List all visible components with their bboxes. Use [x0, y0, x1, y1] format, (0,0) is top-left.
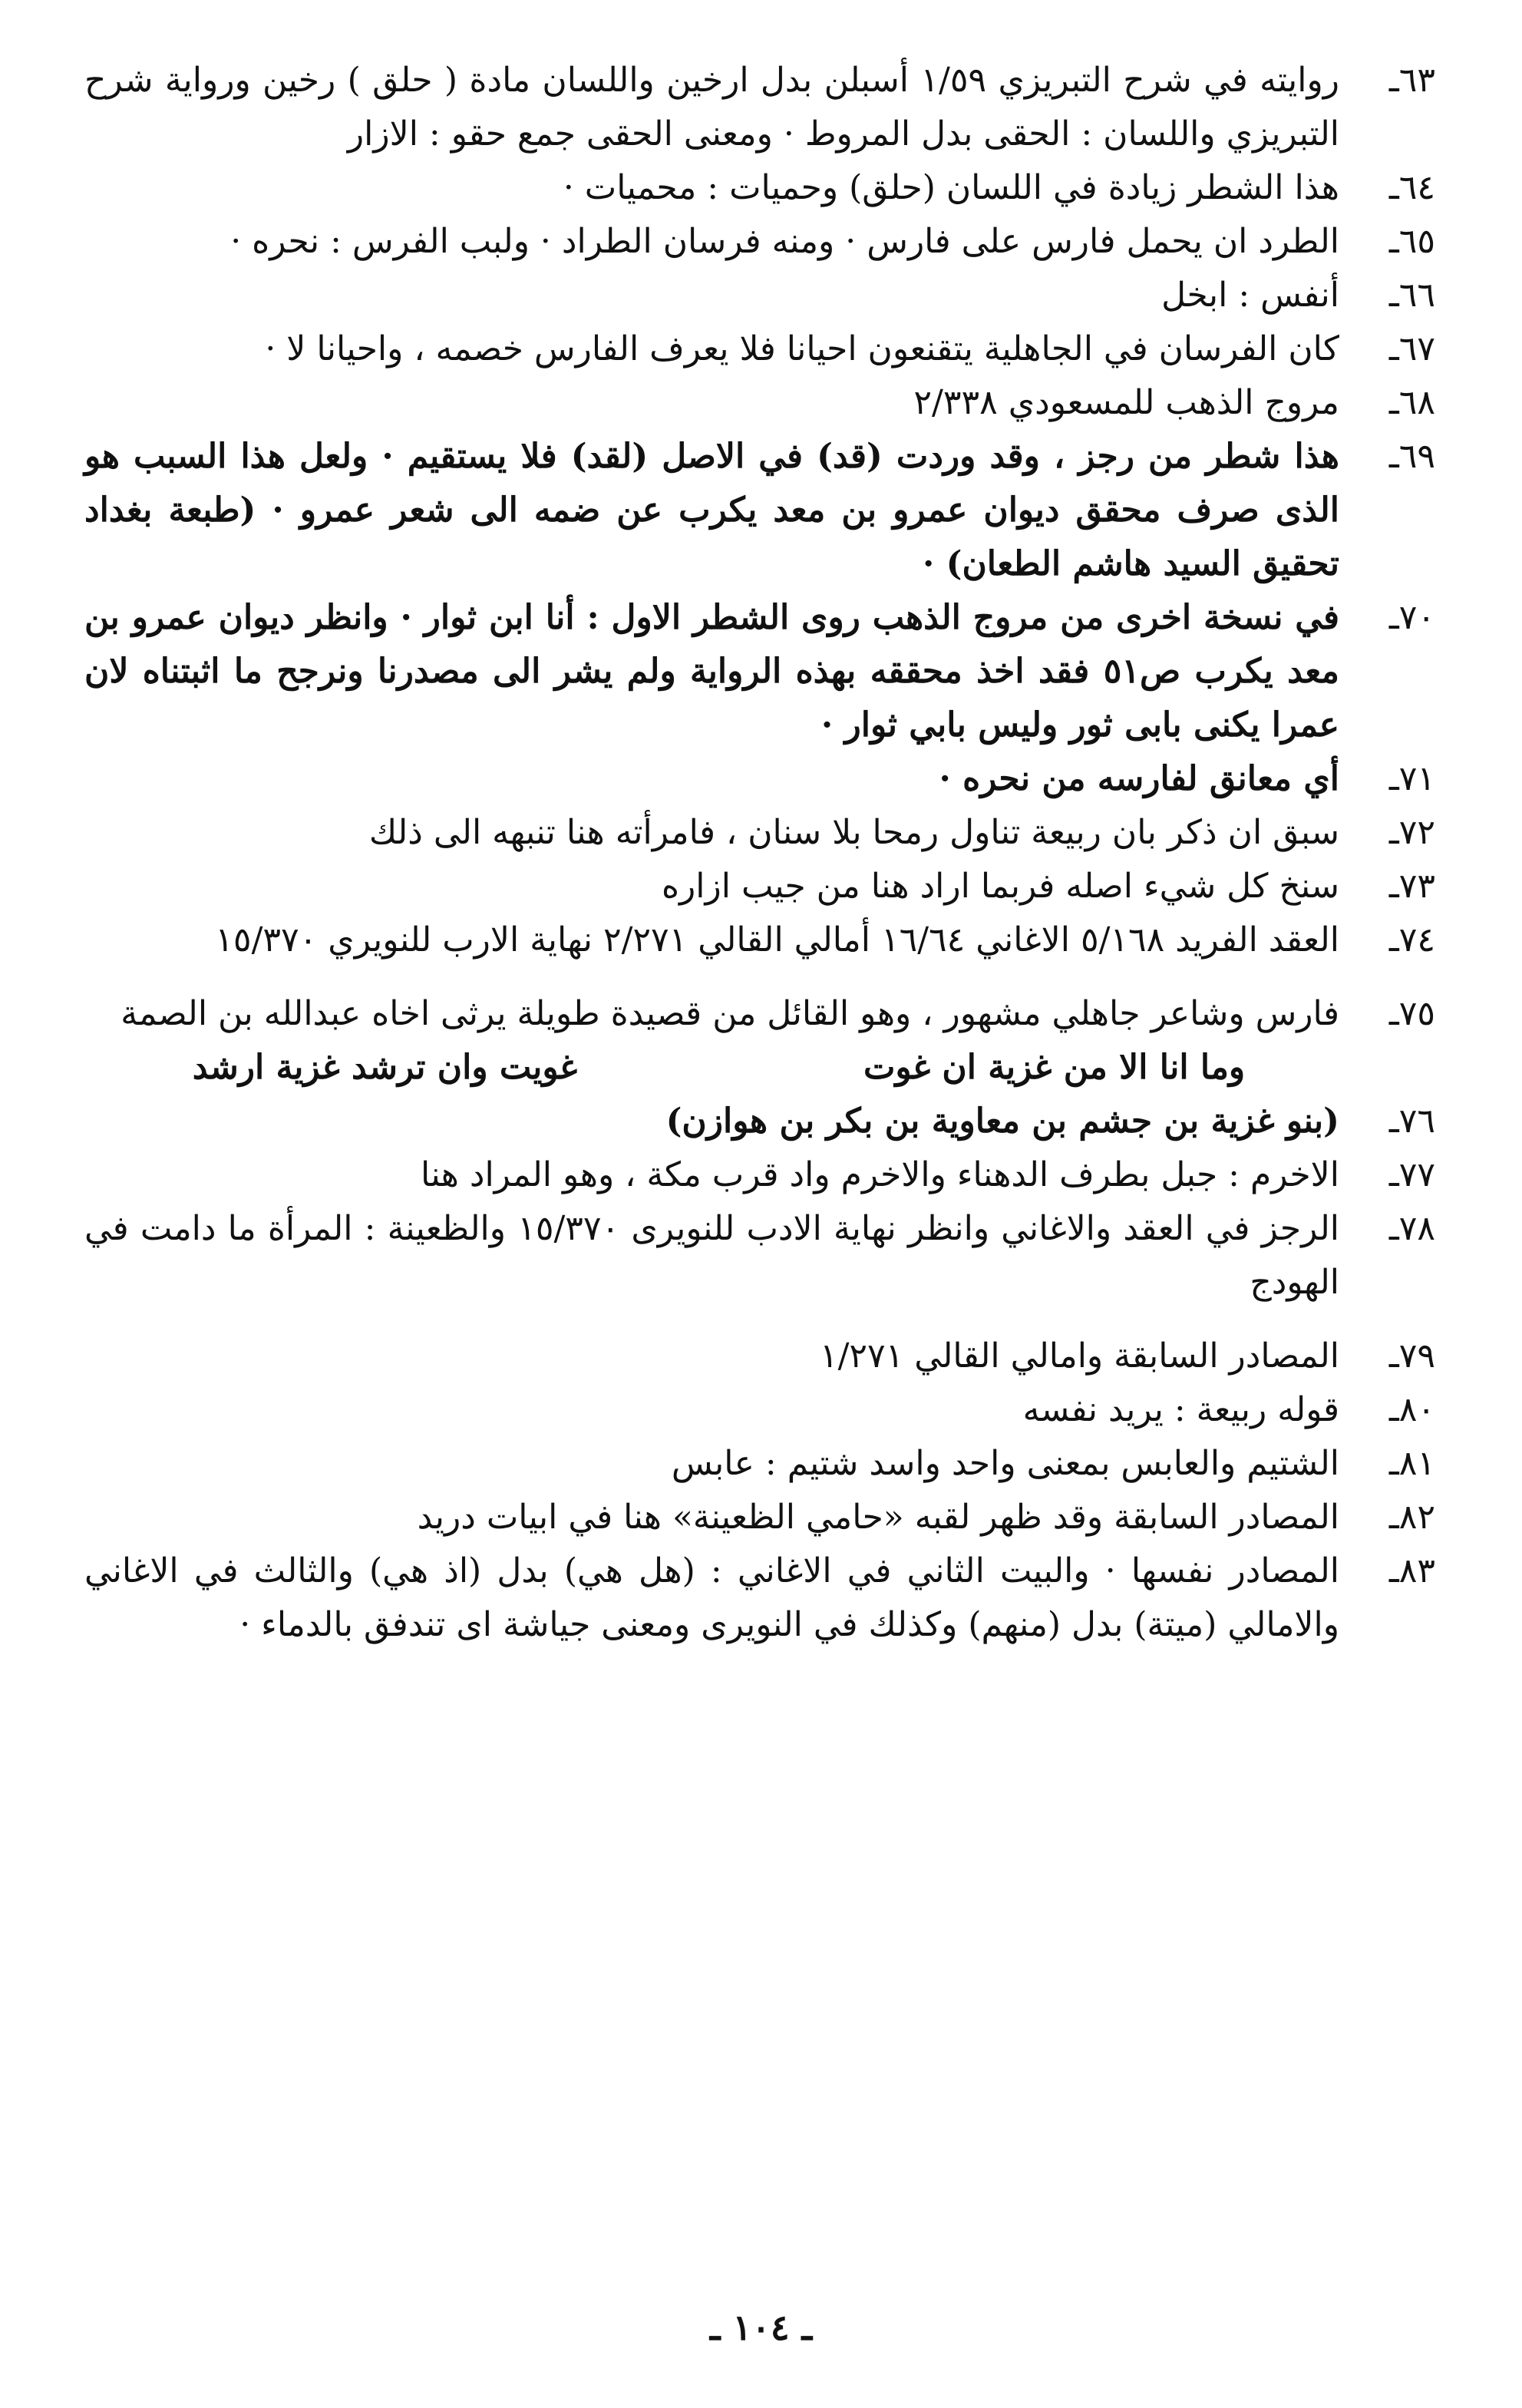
- footnote-number: ٦٥ـ: [1388, 222, 1435, 261]
- footnote-number: ٨٠ـ: [1388, 1390, 1435, 1429]
- footnote-text: أنفس : ابخل: [1161, 276, 1339, 315]
- footnote-text: فارس وشاعر جاهلي مشهور ، وهو القائل من قصيدة طويلة يرثى اخاه عبدالله بن الصمة: [121, 994, 1339, 1033]
- footnote-number: ٨٣ـ: [1388, 1551, 1435, 1590]
- footnote-77: [84, 1148, 1435, 1202]
- footnote-text: مروج الذهب للمسعودي ٢/٣٣٨: [913, 383, 1339, 422]
- footnote-text: (بنو غزية بن جشم بن معاوية بن بكر بن هوازن): [665, 1102, 1339, 1141]
- footnote-text: العقد الفريد ٥/١٦٨ الاغاني ١٦/٦٤ أمالي القالي ٢/٢٧١ نهاية الارب للنويري ١٥/٣٧٠: [215, 920, 1339, 960]
- footnote-number: ٧٣ـ: [1388, 867, 1435, 906]
- footnote-number: ٧١ـ: [1388, 759, 1435, 798]
- footnotes-page: [84, 54, 1435, 2349]
- footnote-74: [84, 913, 1435, 967]
- footnote-number: ٧٥ـ: [1388, 994, 1435, 1033]
- footnote-text: سبق ان ذكر بان ربيعة تناول رمحا بلا سنان ، فامرأته هنا تنبهه الى ذلك: [368, 813, 1339, 852]
- footnote-number: ٦٤ـ: [1388, 168, 1435, 207]
- footnote-72: [84, 806, 1435, 860]
- footnote-number: ٧٦ـ: [1388, 1102, 1435, 1141]
- footnote-text: الرجز في العقد والاغاني وانظر نهاية الادب للنويرى ١٥/٣٧٠ والظعينة : المرأة ما دامت في الهودج: [84, 1209, 1340, 1302]
- footnote-text: المصادر السابقة وامالي القالي ١/٢٧١: [819, 1336, 1339, 1376]
- footnote-text: الاخرم : جبل بطرف الدهناء والاخرم واد قرب مكة ، وهو المراد هنا: [420, 1155, 1339, 1194]
- footnote-75: [84, 987, 1435, 1041]
- footnote-80: [84, 1383, 1435, 1437]
- footnote-81: [84, 1437, 1435, 1491]
- footnote-number: ٨٢ـ: [1388, 1498, 1435, 1537]
- footnote-text: المصادر السابقة وقد ظهر لقبه «حامي الظعينة» هنا في ابيات دريد: [417, 1498, 1339, 1537]
- footnote-83: [84, 1544, 1435, 1652]
- footnote-64: [84, 161, 1435, 215]
- footnote-79: [84, 1330, 1435, 1383]
- footnote-text: كان الفرسان في الجاهلية يتقنعون احيانا فلا يعرف الفارس خصمه ، واحيانا لا ·: [265, 329, 1339, 368]
- footnote-66: [84, 269, 1435, 322]
- footnote-67: [84, 322, 1435, 376]
- footnote-68: [84, 376, 1435, 430]
- footnote-text: المصادر نفسها · والبيت الثاني في الاغاني : (هل هي) بدل (اذ هي) والثالث في الاغاني والامالي (ميتة) بدل (منهم) وكذلك في النويرى ومعنى جياشة اى تندفق بالدماء ·: [84, 1551, 1339, 1644]
- footnote-text: الشتيم والعابس بمعنى واحد واسد شتيم : عابس: [671, 1444, 1339, 1483]
- footnote-76: [84, 1095, 1435, 1148]
- footnote-number: ٧٢ـ: [1388, 813, 1435, 852]
- footnote-number: ٧٤ـ: [1388, 920, 1435, 960]
- footnote-number: ٧٨ـ: [1388, 1209, 1435, 1248]
- footnote-78: [84, 1202, 1435, 1310]
- footnote-63: [84, 54, 1435, 161]
- footnote-number: ٧٩ـ: [1388, 1336, 1435, 1376]
- footnote-number: ٦٣ـ: [1388, 61, 1435, 100]
- footnote-number: ٦٨ـ: [1388, 383, 1435, 422]
- footnote-70: [84, 591, 1435, 752]
- poem-verse: [84, 1041, 1435, 1095]
- footnote-number: ٦٦ـ: [1388, 276, 1435, 315]
- footnote-number: ٧٠ـ: [1388, 598, 1435, 637]
- footnote-65: [84, 215, 1435, 269]
- verse-hemistich-first: وما انا الا من غزية ان غوت: [863, 1048, 1246, 1087]
- footnote-number: ٦٩ـ: [1388, 437, 1435, 476]
- footnote-82: [84, 1491, 1435, 1544]
- footnote-69: [84, 430, 1435, 591]
- footnote-text: هذا شطر من رجز ، وقد وردت (قد) في الاصل (لقد) فلا يستقيم · ولعل هذا السبب هو الذى صرف محقق ديوان عمرو بن معد يكرب عن ضمه الى شعر عمرو · (طبعة بغداد تحقيق السيد هاشم الطعان) ·: [84, 437, 1339, 583]
- footnote-text: هذا الشطر زيادة في اللسان (حلق) وحميات : محميات ·: [563, 168, 1339, 207]
- verse-hemistich-second: غويت وان ترشد غزية ارشد: [192, 1048, 578, 1087]
- footnote-number: ٨١ـ: [1388, 1444, 1435, 1483]
- footnote-text: سنخ كل شيء اصله فربما اراد هنا من جيب ازاره: [662, 867, 1339, 906]
- footnote-73: [84, 860, 1435, 913]
- footnote-number: ٧٧ـ: [1388, 1155, 1435, 1194]
- footnote-text: قوله ربيعة : يريد نفسه: [1022, 1390, 1339, 1429]
- page-number: ـ ١٠٤ ـ: [709, 2307, 813, 2348]
- footnote-text: في نسخة اخرى من مروج الذهب روى الشطر الاول : أنا ابن ثوار · وانظر ديوان عمرو بن معد يكرب ص٥١ فقد اخذ محققه بهذه الرواية ولم يشر الى مصدرنا ونرجح ما اثبتناه لان عمرا يكنى بابى ثور وليس بابي ثوار ·: [84, 598, 1339, 745]
- footnote-number: ٦٧ـ: [1388, 329, 1435, 368]
- footnote-text: روايته في شرح التبريزي ١/٥٩ أسبلن بدل ارخين واللسان مادة ( حلق ) رخين ورواية شرح التبريزي واللسان : الحقى بدل المروط · ومعنى الحقى جمع حقو : الازار: [84, 61, 1339, 154]
- footnote-text: أي معانق لفارسه من نحره ·: [939, 759, 1339, 798]
- footnote-text: الطرد ان يحمل فارس على فارس · ومنه فرسان الطراد · ولبب الفرس : نحره ·: [230, 222, 1339, 261]
- footnote-71: [84, 752, 1435, 806]
